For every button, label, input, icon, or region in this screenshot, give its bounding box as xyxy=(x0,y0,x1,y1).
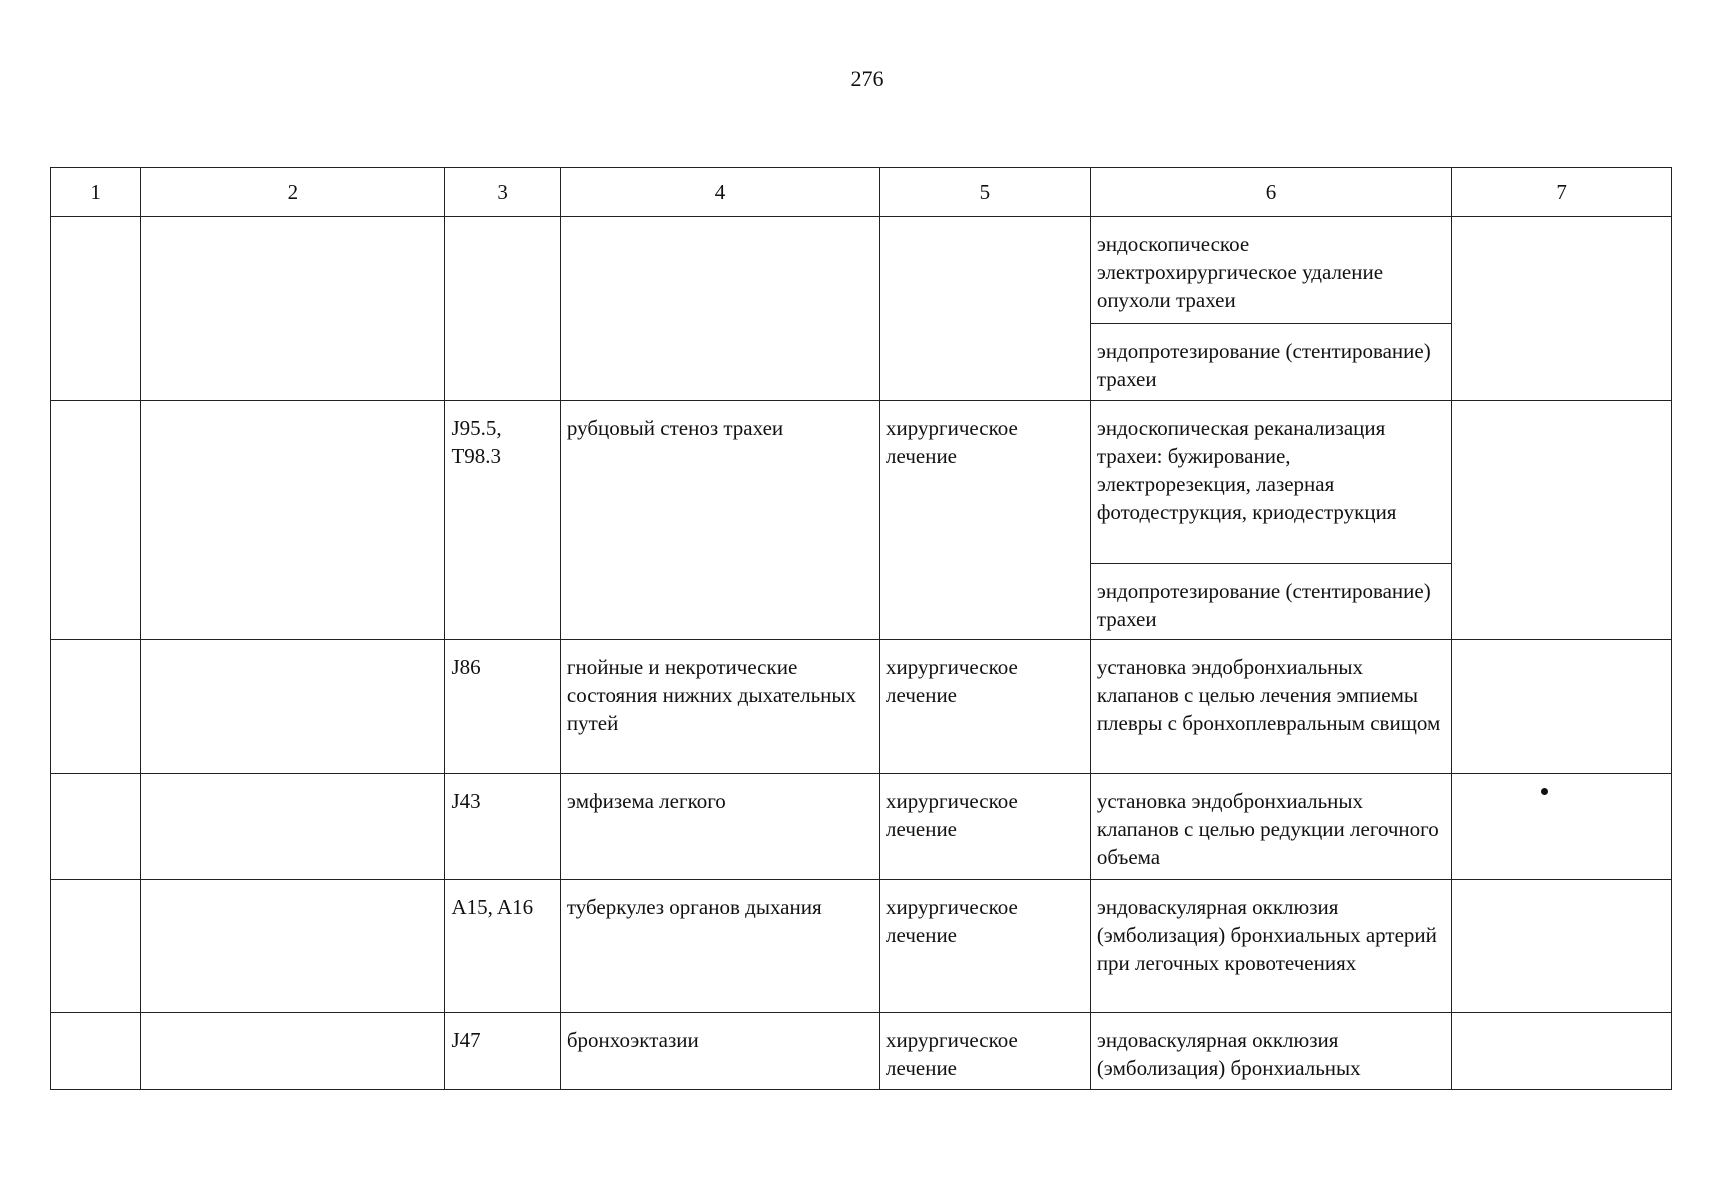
cell-code: J95.5, T98.3 xyxy=(445,401,560,640)
table-row xyxy=(51,217,1672,324)
cell-diagnosis xyxy=(560,217,879,401)
cell-method: эндоскопическое электрохирургическое удаление опухоли трахеи xyxy=(1090,217,1451,324)
cell-treatment: хирургическое лечение xyxy=(880,401,1091,640)
cell-notes xyxy=(1452,880,1672,1013)
cell-number xyxy=(51,401,141,640)
cell-treatment xyxy=(880,217,1091,401)
cell-profile xyxy=(141,401,445,640)
cell-method: эндопротезирование (стентирование) трахеи xyxy=(1090,324,1451,401)
column-header-2: 2 xyxy=(141,168,445,217)
cell-notes xyxy=(1452,401,1672,640)
cell-profile xyxy=(141,217,445,401)
column-header-7: 7 xyxy=(1452,168,1672,217)
cell-profile xyxy=(141,640,445,774)
cell-treatment: хирургическое лечение xyxy=(880,1013,1091,1090)
cell-treatment: хирургическое лечение xyxy=(880,640,1091,774)
cell-code xyxy=(445,217,560,401)
cell-profile xyxy=(141,880,445,1013)
cell-diagnosis: туберкулез органов дыхания xyxy=(560,880,879,1013)
table-row xyxy=(51,774,1672,880)
column-header-3: 3 xyxy=(445,168,560,217)
cell-method: эндопротезирование (стентирование) трахеи xyxy=(1090,564,1451,640)
cell-method: эндоваскулярная окклюзия (эмболизация) бронхиальных артерий при легочных кровотечениях xyxy=(1090,880,1451,1013)
cell-notes xyxy=(1452,640,1672,774)
column-header-5: 5 xyxy=(880,168,1091,217)
procedures-table xyxy=(50,167,1672,1090)
page-number: 276 xyxy=(850,66,884,91)
cell-code: J86 xyxy=(445,640,560,774)
column-header-1: 1 xyxy=(51,168,141,217)
column-header-4: 4 xyxy=(560,168,879,217)
cell-code: J43 xyxy=(445,774,560,880)
cell-method: эндоскопическая реканализация трахеи: бужирование, электрорезекция, лазерная фотодеструкция, криодеструкция xyxy=(1090,401,1451,564)
cell-number xyxy=(51,1013,141,1090)
cell-number xyxy=(51,880,141,1013)
cell-treatment: хирургическое лечение xyxy=(880,774,1091,880)
cell-method: установка эндобронхиальных клапанов с целью лечения эмпиемы плевры с бронхоплевральным свищом xyxy=(1090,640,1451,774)
cell-diagnosis: гнойные и некротические состояния нижних дыхательных путей xyxy=(560,640,879,774)
cell-notes xyxy=(1452,1013,1672,1090)
column-header-6: 6 xyxy=(1090,168,1451,217)
cell-treatment: хирургическое лечение xyxy=(880,880,1091,1013)
cell-diagnosis: бронхоэктазии xyxy=(560,1013,879,1090)
cell-diagnosis: эмфизема легкого xyxy=(560,774,879,880)
table-row xyxy=(51,1013,1672,1090)
cell-code: J47 xyxy=(445,1013,560,1090)
cell-method: установка эндобронхиальных клапанов с целью редукции легочного объема xyxy=(1090,774,1451,880)
table-row xyxy=(51,401,1672,564)
cell-method: эндоваскулярная окклюзия (эмболизация) бронхиальных xyxy=(1090,1013,1451,1090)
cell-number xyxy=(51,774,141,880)
table-row xyxy=(51,640,1672,774)
cell-code: A15, A16 xyxy=(445,880,560,1013)
scan-speck xyxy=(1541,788,1548,795)
cell-diagnosis: рубцовый стеноз трахеи xyxy=(560,401,879,640)
cell-notes xyxy=(1452,774,1672,880)
cell-number xyxy=(51,640,141,774)
cell-profile xyxy=(141,774,445,880)
cell-profile xyxy=(141,1013,445,1090)
cell-notes xyxy=(1452,217,1672,401)
table-row xyxy=(51,880,1672,1013)
cell-number xyxy=(51,217,141,401)
header-row xyxy=(51,168,1672,217)
